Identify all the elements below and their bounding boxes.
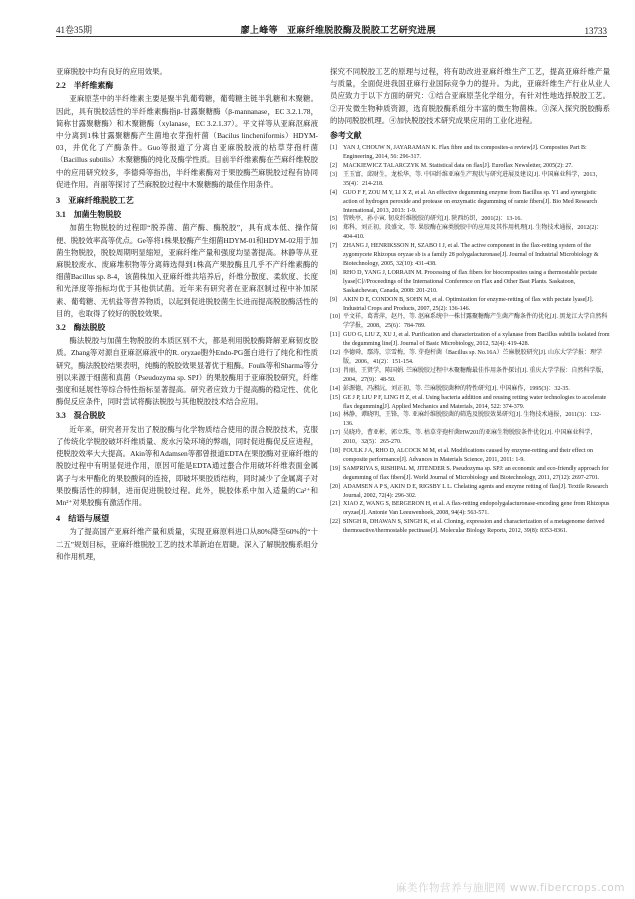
reference-item [330, 518, 610, 536]
reference-text: 王玉富，邱财生，龙松华，等. 中国纤维亚麻生产现状与研究进展及建议[J]. 中国麻业科学，2013，35(4)：214-218. [343, 171, 602, 187]
reference-number: [7] [330, 243, 337, 250]
reference-number: [1] [330, 145, 337, 152]
reference-list [330, 144, 610, 536]
reference-text: 林静，谭晓明，王锋，等. 亚麻纤维脱胶菌的筛选及脱胶效果研究[J]. 生物技术通报，2011(3)：132-136. [343, 412, 602, 428]
reference-number: [19] [330, 465, 340, 472]
reference-number: [12] [330, 350, 340, 357]
header-title: 廖上峰等 亚麻纤维脱胶酶及脱胶工艺研究进展 [240, 25, 436, 35]
reference-text: RHO D, YANG J, LORRAIN M. Processing of flax fibers for biocomposites using a thermostable pectate lyase[C]//Proceedings of the International Conference on Flax and Other Bast Plants. Saskatoon, Saskatchewan, Canada, 2008: 201-210. [343, 269, 598, 294]
reference-number: [21] [330, 501, 340, 508]
reference-item [330, 429, 610, 447]
reference-item [330, 189, 610, 216]
paragraph: 为了提高国产亚麻纤维产量和质量，实现亚麻原料进口从80%降至60%的“十二五”规划目标，亚麻纤维脱胶工艺的技术革新迫在眉睫。深入了解脱胶酶系组分和作用机理， [56, 527, 318, 561]
reference-item [330, 500, 610, 518]
reference-item [330, 224, 610, 242]
reference-number: [11] [330, 332, 340, 339]
reference-item [330, 162, 610, 171]
reference-item [330, 394, 610, 412]
reference-text: GE J P, LIU P F, LING H Z, et al. Using bacteria addition and reusing retting water technologies to accelerate flax degumming[J]. Applied Mechanics and Materials, 2014, 522: 374-379. [343, 394, 607, 410]
section-heading: 4 结语与展望 [56, 514, 110, 524]
reference-item [330, 313, 610, 331]
reference-text: AKIN D E, CONDON B, SOHN M, et al. Optimization for enzyme-retting of flax with pectate lyase[J]. Industrial Crops and Products, 2007, 25(2): 136-146. [343, 296, 594, 312]
reference-number: [3] [330, 171, 337, 178]
reference-number: [22] [330, 519, 340, 526]
reference-number: [13] [330, 367, 340, 374]
reference-text: GUO F F, ZOU M Y, LI X Z, et al. An effective degumming enzyme from Bacillus sp. Y1 and synergistic action of hydrogen peroxide and protease on enzymatic degumming of ramie fibers[J]. Bio Med Research International, 2013, 2013: 1-9. [343, 189, 598, 214]
reference-text: XIAO Z, WANG S, BERGERON H, et al. A flax-retting endopolygalacturonase-encoding gene from Rhizopus oryzae[J]. Antonie Van Leeuwenhoek, 2008, 94(4): 563-571. [343, 501, 610, 517]
reference-text: MACKIEWICZ TALARCZYK M. Statistical data on flax[J]. Euroflax Newsletter, 2005(2): 27. [343, 163, 573, 170]
reference-item [330, 411, 610, 429]
paragraph: 亚麻原茎中的半纤维素主要是聚半乳葡萄糖，葡萄糖主链半乳糖和木聚糖。因此，具有脱胶活性的半纤维素酶指β-甘露聚糖酶（β-mannanase，EC 3.2.1.78，简称甘露聚糖酶）和木聚糖酶（xylanase，EC 3.2.1.37）。平文祥等从亚麻沤麻液中分离到1株甘露聚糖酶产生菌地衣芽孢杆菌（Bacilus lincheniformis）HDYM-03，并优化了产酶条件。Guo等报道了分离自亚麻脱胶液的枯草芽孢杆菌（Bacillus subtilis）木聚糖酶的纯化及酶学性质。目前半纤维素酶在苎麻纤维脱胶中的应用研究较多，李德舜等指出，半纤维素酶对于果胶酶苎麻脱胶过程有协同促进作用。肖丽等探讨了苎麻脱胶过程中木聚糖酶的最佳作用条件。 [56, 94, 318, 189]
reference-number: [8] [330, 269, 337, 276]
reference-item [330, 144, 610, 162]
paragraph: 近年来，研究者开发出了脱胶酶与化学物质结合使用的混合脱胶技术，克服了传统化学脱胶破坏纤维质量、废水污染环境的弊端，同时促进酶促反应进程，使脱胶效率大大提高。Akin等和Adamsen等都曾报道EDTA在果胶酶对亚麻纤维的脱胶过程中有明显促进作用，原因可能是EDTA通过螯合作用破坏纤维表面金属离子与未甲酯化的果胶酸间的连接，即破坏果胶质结构，同时减少了金属离子对果胶酶活性的抑制，进而促进脱胶过程。此外，脱胶体系中加入适量的Ca²⁺和Mn²⁺对果胶酶有激活作用。 [56, 424, 318, 507]
reference-number: [4] [330, 189, 337, 196]
paragraph: 亚麻脱胶中均有良好的应用效果。 [56, 67, 167, 76]
reference-text: SINGH R, DHAWAN S, SINGH K, et al. Cloning, expression and characterization of a metagenome derived thermoactive/thermostable pectinase[J]. Molecular Biology Reports, 2012, 39(8): 8353-8361. [343, 519, 605, 535]
reference-number: [15] [330, 394, 340, 401]
reference-text: 肖丽，王贤学，陈国娟. 苎麻脱胶过程中木聚糖酶最佳作用条件探讨[J]. 重庆大学学报：自然科学版，2004，27(9)：48-50. [343, 367, 608, 383]
reference-text: 平文祥，葛菁萍，赵丹，等. 沤麻系统中一株甘露聚糖酶产生菌产酶条件的优化[J]. 黑龙江大学自然科学学报，2008，25(6)：784-789. [343, 314, 608, 330]
reference-item [330, 465, 610, 483]
reference-text: SAMPRIYA S, RISHIPAL M, JITENDER S. Pseudozyma sp. SPJ: an economic and eco-friendly approach for degumming of flax fibers[J]. World Journal of Microbiology and Biotechnology, 2011, 27(12): 2697-2701. [343, 465, 609, 481]
reference-text: 吴晓玲，曹亚彬，郭立珠，等. 枯草芽孢杆菌HW201的亚麻生物脱胶条件优化[J]. 中国麻业科学，2010，32(5)：265-270. [343, 430, 597, 446]
reference-item [330, 215, 610, 224]
references-heading: 参考文献 [330, 131, 362, 141]
left-column [56, 66, 318, 877]
reference-text: 管映亭，孙小寅. 韧皮纤维脱胶的研究[J]. 陕西纺织，2001(2)：13-16. [343, 216, 522, 223]
header-page-number: 13733 [584, 26, 607, 36]
paragraph: 加菌生物脱胶的过程即“脱养菌、菌产酶、酶脱胶”，具有成本低、操作简便、脱胶效率高等优点。Ge等将1株果胶酶产生细菌HDYM-01和HDYM-02用于加菌生物脱胶，脱胶周期明显缩短，亚麻纤维产量和强度均显著提高。林静等从亚麻脱胶废水、废麻堆积物等分离筛选得到1株高产果胶酶且几乎不产纤维素酶的细菌Bacillus sp. 8-4，该菌株加入亚麻纤维共培养后，纤维分散度、柔软度、长度和光泽度等指标均优于其他供试菌。近年来有研究者在亚麻沤制过程中补加尿素、葡萄糖、无机盐等营养物质，以起到促进脱胶菌生长进而提高脱胶酶活性的目的，也取得了较好的脱胶效果。 [56, 223, 318, 318]
reference-number: [2] [330, 163, 337, 170]
reference-number: [6] [330, 225, 337, 232]
reference-text: FOULK J A, RHO D, ALCOCK M M, et al. Modifications caused by enzyme-retting and their effect on composite performance[J]. Advances in Materials Science, 2011, 2011: 1-9. [343, 448, 594, 463]
reference-number: [9] [330, 296, 337, 303]
reference-text: 彭源德，冯湘沅，刘正初，等. 苎麻脱胶菌种的特性研究[J]. 中国麻作，1995(3)：32-35. [343, 385, 570, 392]
reference-number: [16] [330, 412, 340, 419]
reference-item [330, 349, 610, 367]
section-heading: 3 亚麻纤维脱胶工艺 [56, 196, 134, 206]
reference-item [330, 331, 610, 349]
reference-item [330, 269, 610, 296]
section-heading: 3.3 混合脱胶 [56, 411, 106, 421]
reference-item [330, 296, 610, 314]
watermark-text: 麻类作物营养与施肥网 www.fibercrops.com [396, 882, 625, 894]
right-column [330, 66, 610, 877]
reference-text: 李德舜，鄢涛，宗雪梅，等. 芽孢杆菌（Bacillus sp. No.16A）苎麻脱胶研究[J]. 山东大学学报：理学版，2006，41(2)：151-154. [343, 350, 602, 365]
reference-text: YAN J, CHOUW N, JAYARAMAN K. Flax fibre and its composites-a review[J]. Composites Part B: Engineering, 2014, 56: 296-317. [343, 145, 587, 161]
reference-text: ZHANG J, HENRIKSSON H, SZABO I J, et al. The active component in the flax-retting system of the zygomycete Rhizopus oryzae sb is a family 28 polygalacturonase[J]. Journal of Industrial Microbiology & Biotechnology, 2005, 32(10): 431-438. [343, 243, 599, 267]
section-heading: 3.1 加菌生物脱胶 [56, 210, 122, 220]
reference-text: 郑科，刘正初，段盛文，等. 果胶酶在麻类脱胶中的应用及其作用机理[J]. 生物技术通报，2012(2)：404-410. [343, 225, 603, 241]
reference-item [330, 367, 610, 385]
reference-item [330, 242, 610, 269]
reference-number: [5] [330, 216, 337, 223]
running-header [56, 14, 607, 37]
reference-item [330, 385, 610, 394]
paragraph: 酶法脱胶与加菌生物脱胶的本质区别不大，都是利用脱胶酶降解亚麻韧皮胶质。Zhang等对源自亚麻沤麻液中的R. oryzae胞外Endo-PG蛋白进行了纯化和性质研究，酶法脱胶结果表明，纯酶的脱胶效果显著优于粗酶。Foulk等和Sharma等分别以来源于细菌和真菌（Pseudozyma sp. SPJ）的果胶酶用于亚麻脱胶研究，纤维强度和延展性等综合特性指标显著提高。研究者应致力于提高酶的稳定性、优化酶促反应条件，同时尝试将酶法脱胶与其他脱胶技术结合应用。 [56, 336, 318, 407]
header-volume: 41卷35期 [56, 25, 93, 35]
reference-number: [14] [330, 385, 340, 392]
reference-item [330, 447, 610, 465]
reference-number: [10] [330, 314, 340, 321]
paragraph: 探究不同脱胶工艺的原理与过程，将有助改进亚麻纤维生产工艺，提高亚麻纤维产量与质量，全面促进我国亚麻行业国际竞争力的提升。为此，亚麻纤维生产行业从业人员应致力于以下方面的研究：①结合亚麻原茎化学组分，有针对性地选择脱胶工艺。②开发微生物种质资源，选育脱胶酶系组分丰富的微生物菌株。③深入探究脱胶酶系的协同脱胶机理。④加快脱胶技术研究成果应用的工业化进程。 [330, 67, 610, 125]
reference-number: [18] [330, 448, 340, 455]
reference-number: [20] [330, 483, 340, 490]
section-heading: 3.2 酶法脱胶 [56, 323, 106, 333]
reference-text: GUO G, LIU Z, XU J, et al. Purification and characterization of a xylanase from Bacillus subtilis isolated from the degumming line[J]. Journal of Basic Microbiology, 2012, 52(4): 419-428. [343, 332, 610, 348]
reference-item [330, 171, 610, 189]
section-heading: 2.2 半纤维素酶 [56, 81, 114, 91]
reference-text: ADAMSEN A P S, AKIN D E, RIGSBY L L. Chelating agents and enzyme retting of flax[J]. Textile Research Journal, 2002, 72(4): 296-302. [343, 483, 609, 499]
reference-number: [17] [330, 430, 340, 437]
reference-item [330, 483, 610, 501]
